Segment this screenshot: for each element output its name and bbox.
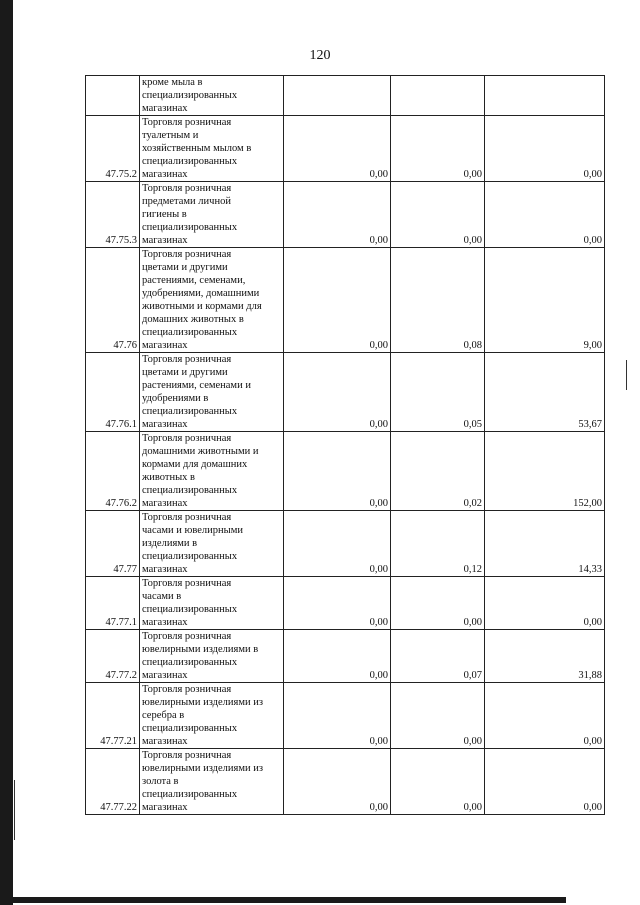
activity-name-line: специализированных (142, 90, 238, 101)
activity-name-line: Торговля розничная (142, 249, 232, 260)
activity-name-line: магазинах (142, 419, 188, 430)
table-row (86, 577, 605, 630)
scan-bottom-edge (0, 897, 566, 903)
table-body (86, 76, 605, 815)
activity-name-line: Торговля розничная (142, 512, 232, 523)
activity-name-line: магазинах (142, 340, 188, 351)
value-cell-2: 0,07 (391, 630, 485, 683)
activity-name-line: предметами личной (142, 196, 231, 207)
activity-name-cell (140, 182, 284, 248)
activity-name-line: растениями, семенами и (142, 380, 251, 391)
activity-name-cell (140, 577, 284, 630)
activity-name-line: серебра в (142, 710, 185, 721)
activity-name-line: удобрениями, домашними (142, 288, 260, 299)
table-row (86, 432, 605, 511)
value-cell-1: 0,00 (284, 353, 391, 432)
activity-name-cell (140, 630, 284, 683)
value-cell-1: 0,00 (284, 749, 391, 815)
activity-name-line: специализированных (142, 551, 238, 562)
activity-name-line: специализированных (142, 657, 238, 668)
value-cell-2: 0,02 (391, 432, 485, 511)
activity-code-cell: 47.76.1 (86, 353, 140, 432)
activity-name-line: магазинах (142, 802, 188, 813)
activity-name-line: Торговля розничная (142, 354, 232, 365)
activity-name-line: магазинах (142, 498, 188, 509)
value-cell-2: 0,12 (391, 511, 485, 577)
value-cell-1 (284, 76, 391, 116)
activity-name-line: специализированных (142, 327, 238, 338)
value-cell-2: 0,00 (391, 577, 485, 630)
value-cell-1: 0,00 (284, 511, 391, 577)
activity-name-cell (140, 749, 284, 815)
table-row (86, 353, 605, 432)
activity-code-cell (86, 76, 140, 116)
activity-name-line: Торговля розничная (142, 433, 232, 444)
activity-name-line: магазинах (142, 564, 188, 575)
value-cell-1: 0,00 (284, 116, 391, 182)
activity-name-line: домашних животных в (142, 314, 244, 325)
activity-name-line: специализированных (142, 156, 238, 167)
activity-name-line: изделиями в (142, 538, 198, 549)
activity-name-line: кормами для домашних (142, 459, 248, 470)
activity-name-line: домашними животными и (142, 446, 259, 457)
activity-name-line: магазинах (142, 617, 188, 628)
activity-name-cell (140, 353, 284, 432)
value-cell-2: 0,08 (391, 248, 485, 353)
activity-name-cell (140, 116, 284, 182)
value-cell-3: 0,00 (485, 116, 605, 182)
table-row (86, 511, 605, 577)
activity-code-cell: 47.77.22 (86, 749, 140, 815)
activity-name-line: специализированных (142, 789, 238, 800)
scan-left-edge (0, 0, 13, 905)
value-cell-2: 0,00 (391, 116, 485, 182)
activity-code-cell: 47.76 (86, 248, 140, 353)
table-row (86, 749, 605, 815)
activity-name-line: ювелирными изделиями из (142, 763, 263, 774)
value-cell-2: 0,05 (391, 353, 485, 432)
value-cell-2: 0,00 (391, 683, 485, 749)
value-cell-3: 53,67 (485, 353, 605, 432)
activity-name-line: Торговля розничная (142, 684, 232, 695)
statistics-table (85, 75, 605, 815)
value-cell-2: 0,00 (391, 749, 485, 815)
activity-name-line: магазинах (142, 169, 188, 180)
value-cell-1: 0,00 (284, 432, 391, 511)
activity-code-cell: 47.77.21 (86, 683, 140, 749)
scan-mark (626, 360, 627, 390)
activity-name-line: часами и ювелирными (142, 525, 243, 536)
value-cell-3: 0,00 (485, 577, 605, 630)
activity-name-line: цветами и другими (142, 367, 228, 378)
activity-name-line: животными и кормами для (142, 301, 262, 312)
activity-name-line: гигиены в (142, 209, 187, 220)
activity-code-cell: 47.76.2 (86, 432, 140, 511)
value-cell-3: 0,00 (485, 182, 605, 248)
value-cell-1: 0,00 (284, 182, 391, 248)
table-row (86, 76, 605, 116)
value-cell-3: 0,00 (485, 749, 605, 815)
value-cell-1: 0,00 (284, 683, 391, 749)
value-cell-3 (485, 76, 605, 116)
activity-name-line: ювелирными изделиями в (142, 644, 259, 655)
activity-name-line: кроме мыла в (142, 77, 203, 88)
activity-name-line: ювелирными изделиями из (142, 697, 263, 708)
activity-name-line: часами в (142, 591, 182, 602)
activity-code-cell: 47.77.2 (86, 630, 140, 683)
value-cell-1: 0,00 (284, 630, 391, 683)
activity-name-line: магазинах (142, 235, 188, 246)
activity-name-line: Торговля розничная (142, 117, 232, 128)
activity-name-line: Торговля розничная (142, 578, 232, 589)
value-cell-3: 0,00 (485, 683, 605, 749)
value-cell-1: 0,00 (284, 248, 391, 353)
activity-code-cell: 47.75.3 (86, 182, 140, 248)
activity-name-line: золота в (142, 776, 179, 787)
activity-code-cell: 47.75.2 (86, 116, 140, 182)
activity-name-line: специализированных (142, 723, 238, 734)
page-number: 120 (309, 48, 331, 63)
value-cell-1: 0,00 (284, 577, 391, 630)
activity-name-line: специализированных (142, 485, 238, 496)
activity-name-line: специализированных (142, 222, 238, 233)
activity-name-line: магазинах (142, 103, 188, 114)
scan-mark (14, 780, 15, 840)
activity-name-line: магазинах (142, 670, 188, 681)
activity-name-cell (140, 248, 284, 353)
activity-name-line: удобрениями в (142, 393, 209, 404)
activity-name-line: хозяйственным мылом в (142, 143, 252, 154)
value-cell-3: 9,00 (485, 248, 605, 353)
activity-name-cell (140, 432, 284, 511)
activity-name-line: растениями, семенами, (142, 275, 246, 286)
activity-name-line: животных в (142, 472, 195, 483)
activity-name-cell (140, 76, 284, 116)
activity-name-line: магазинах (142, 736, 188, 747)
activity-name-line: туалетным и (142, 130, 199, 141)
activity-code-cell: 47.77.1 (86, 577, 140, 630)
table-row (86, 630, 605, 683)
table-row (86, 182, 605, 248)
activity-name-line: Торговля розничная (142, 750, 232, 761)
activity-name-line: специализированных (142, 604, 238, 615)
activity-name-line: специализированных (142, 406, 238, 417)
activity-name-line: Торговля розничная (142, 183, 232, 194)
value-cell-3: 14,33 (485, 511, 605, 577)
value-cell-2: 0,00 (391, 182, 485, 248)
value-cell-2 (391, 76, 485, 116)
activity-name-line: цветами и другими (142, 262, 228, 273)
activity-name-cell (140, 683, 284, 749)
activity-name-cell (140, 511, 284, 577)
activity-name-line: Торговля розничная (142, 631, 232, 642)
value-cell-3: 31,88 (485, 630, 605, 683)
activity-code-cell: 47.77 (86, 511, 140, 577)
table-row (86, 248, 605, 353)
table-row (86, 116, 605, 182)
table-row (86, 683, 605, 749)
value-cell-3: 152,00 (485, 432, 605, 511)
